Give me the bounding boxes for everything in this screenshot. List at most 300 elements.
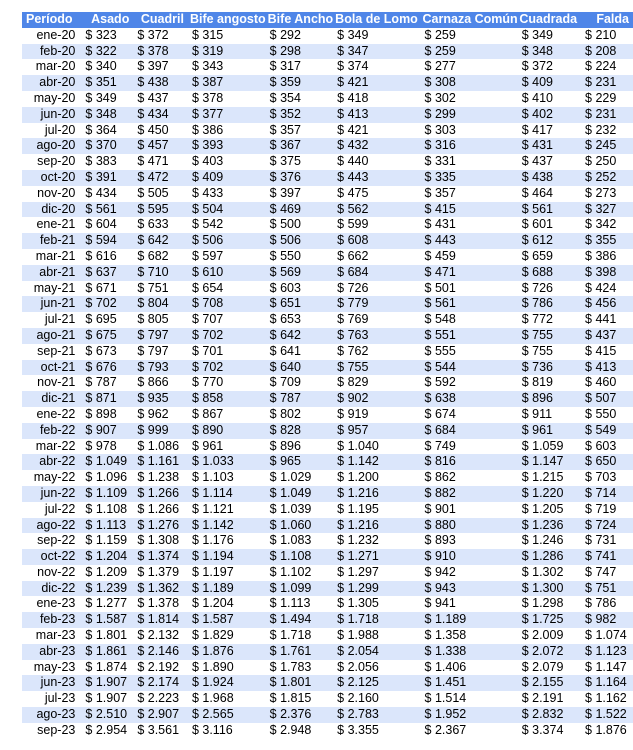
price-cell[interactable]: $ 542 bbox=[188, 217, 266, 233]
price-cell[interactable]: $ 415 bbox=[581, 344, 633, 360]
price-cell[interactable]: $ 302 bbox=[421, 91, 518, 107]
period-cell[interactable]: ago-20 bbox=[22, 138, 81, 154]
price-cell[interactable]: $ 544 bbox=[421, 360, 518, 376]
price-cell[interactable]: $ 1.761 bbox=[266, 644, 334, 660]
price-cell[interactable]: $ 1.829 bbox=[188, 628, 266, 644]
price-cell[interactable]: $ 1.814 bbox=[133, 612, 188, 628]
price-cell[interactable]: $ 1.890 bbox=[188, 660, 266, 676]
price-cell[interactable]: $ 2.192 bbox=[133, 660, 188, 676]
price-cell[interactable]: $ 561 bbox=[81, 202, 133, 218]
price-cell[interactable]: $ 417 bbox=[518, 123, 581, 139]
price-cell[interactable]: $ 1.162 bbox=[581, 691, 633, 707]
price-cell[interactable]: $ 438 bbox=[133, 75, 188, 91]
period-cell[interactable]: feb-20 bbox=[22, 44, 81, 60]
price-cell[interactable]: $ 410 bbox=[518, 91, 581, 107]
price-cell[interactable]: $ 372 bbox=[518, 59, 581, 75]
price-cell[interactable]: $ 797 bbox=[133, 344, 188, 360]
period-cell[interactable]: jun-21 bbox=[22, 296, 81, 312]
price-cell[interactable]: $ 1.362 bbox=[133, 581, 188, 597]
price-cell[interactable]: $ 2.954 bbox=[81, 723, 133, 739]
price-cell[interactable]: $ 819 bbox=[518, 375, 581, 391]
price-cell[interactable]: $ 505 bbox=[133, 186, 188, 202]
price-cell[interactable]: $ 2.146 bbox=[133, 644, 188, 660]
period-cell[interactable]: jul-20 bbox=[22, 123, 81, 139]
price-cell[interactable]: $ 359 bbox=[266, 75, 334, 91]
price-cell[interactable]: $ 1.204 bbox=[81, 549, 133, 565]
price-cell[interactable]: $ 1.907 bbox=[81, 675, 133, 691]
price-cell[interactable]: $ 259 bbox=[421, 44, 518, 60]
price-cell[interactable]: $ 1.277 bbox=[81, 596, 133, 612]
price-cell[interactable]: $ 787 bbox=[266, 391, 334, 407]
price-cell[interactable]: $ 726 bbox=[333, 281, 420, 297]
price-cell[interactable]: $ 374 bbox=[333, 59, 420, 75]
price-cell[interactable]: $ 1.113 bbox=[266, 596, 334, 612]
period-cell[interactable]: feb-22 bbox=[22, 423, 81, 439]
price-cell[interactable]: $ 433 bbox=[188, 186, 266, 202]
price-cell[interactable]: $ 1.099 bbox=[266, 581, 334, 597]
price-cell[interactable]: $ 3.561 bbox=[133, 723, 188, 739]
price-cell[interactable]: $ 549 bbox=[581, 423, 633, 439]
price-cell[interactable]: $ 500 bbox=[266, 217, 334, 233]
price-cell[interactable]: $ 386 bbox=[188, 123, 266, 139]
price-cell[interactable]: $ 397 bbox=[266, 186, 334, 202]
price-cell[interactable]: $ 2.054 bbox=[333, 644, 420, 660]
price-cell[interactable]: $ 438 bbox=[518, 170, 581, 186]
price-cell[interactable]: $ 2.223 bbox=[133, 691, 188, 707]
price-cell[interactable]: $ 919 bbox=[333, 407, 420, 423]
period-cell[interactable]: dic-22 bbox=[22, 581, 81, 597]
price-cell[interactable]: $ 1.718 bbox=[266, 628, 334, 644]
price-cell[interactable]: $ 367 bbox=[266, 138, 334, 154]
price-cell[interactable]: $ 882 bbox=[421, 486, 518, 502]
price-cell[interactable]: $ 1.159 bbox=[81, 533, 133, 549]
price-cell[interactable]: $ 1.451 bbox=[421, 675, 518, 691]
price-cell[interactable]: $ 747 bbox=[581, 565, 633, 581]
price-cell[interactable]: $ 331 bbox=[421, 154, 518, 170]
price-cell[interactable]: $ 804 bbox=[133, 296, 188, 312]
price-cell[interactable]: $ 1.299 bbox=[333, 581, 420, 597]
price-cell[interactable]: $ 421 bbox=[333, 123, 420, 139]
price-cell[interactable]: $ 364 bbox=[81, 123, 133, 139]
price-cell[interactable]: $ 978 bbox=[81, 439, 133, 455]
price-cell[interactable]: $ 1.801 bbox=[266, 675, 334, 691]
price-cell[interactable]: $ 1.522 bbox=[581, 707, 633, 723]
price-cell[interactable]: $ 707 bbox=[188, 312, 266, 328]
price-cell[interactable]: $ 1.907 bbox=[81, 691, 133, 707]
price-cell[interactable]: $ 2.376 bbox=[266, 707, 334, 723]
price-cell[interactable]: $ 749 bbox=[421, 439, 518, 455]
price-cell[interactable]: $ 709 bbox=[266, 375, 334, 391]
price-cell[interactable]: $ 2.783 bbox=[333, 707, 420, 723]
price-cell[interactable]: $ 772 bbox=[518, 312, 581, 328]
price-cell[interactable]: $ 1.189 bbox=[421, 612, 518, 628]
price-cell[interactable]: $ 1.874 bbox=[81, 660, 133, 676]
period-cell[interactable]: feb-21 bbox=[22, 233, 81, 249]
price-cell[interactable]: $ 1.302 bbox=[518, 565, 581, 581]
price-cell[interactable]: $ 1.266 bbox=[133, 486, 188, 502]
price-cell[interactable]: $ 1.123 bbox=[581, 644, 633, 660]
period-cell[interactable]: jul-21 bbox=[22, 312, 81, 328]
price-cell[interactable]: $ 348 bbox=[81, 107, 133, 123]
period-cell[interactable]: feb-23 bbox=[22, 612, 81, 628]
period-cell[interactable]: may-21 bbox=[22, 281, 81, 297]
price-cell[interactable]: $ 506 bbox=[188, 233, 266, 249]
price-cell[interactable]: $ 413 bbox=[333, 107, 420, 123]
price-cell[interactable]: $ 797 bbox=[133, 328, 188, 344]
price-cell[interactable]: $ 1.033 bbox=[188, 454, 266, 470]
price-cell[interactable]: $ 695 bbox=[81, 312, 133, 328]
period-cell[interactable]: jun-22 bbox=[22, 486, 81, 502]
price-cell[interactable]: $ 457 bbox=[133, 138, 188, 154]
price-cell[interactable]: $ 372 bbox=[133, 28, 188, 44]
price-cell[interactable]: $ 1.514 bbox=[421, 691, 518, 707]
price-cell[interactable]: $ 942 bbox=[421, 565, 518, 581]
period-cell[interactable]: jul-22 bbox=[22, 502, 81, 518]
price-cell[interactable]: $ 340 bbox=[81, 59, 133, 75]
price-cell[interactable]: $ 675 bbox=[81, 328, 133, 344]
price-cell[interactable]: $ 315 bbox=[188, 28, 266, 44]
price-cell[interactable]: $ 471 bbox=[421, 265, 518, 281]
price-cell[interactable]: $ 1.216 bbox=[333, 518, 420, 534]
period-cell[interactable]: abr-20 bbox=[22, 75, 81, 91]
price-cell[interactable]: $ 259 bbox=[421, 28, 518, 44]
price-cell[interactable]: $ 378 bbox=[188, 91, 266, 107]
price-cell[interactable]: $ 943 bbox=[421, 581, 518, 597]
period-cell[interactable]: ene-22 bbox=[22, 407, 81, 423]
price-cell[interactable]: $ 375 bbox=[266, 154, 334, 170]
price-cell[interactable]: $ 1.114 bbox=[188, 486, 266, 502]
price-cell[interactable]: $ 2.367 bbox=[421, 723, 518, 739]
price-cell[interactable]: $ 348 bbox=[518, 44, 581, 60]
price-cell[interactable]: $ 702 bbox=[188, 360, 266, 376]
price-cell[interactable]: $ 595 bbox=[133, 202, 188, 218]
price-cell[interactable]: $ 504 bbox=[188, 202, 266, 218]
price-cell[interactable]: $ 403 bbox=[188, 154, 266, 170]
price-cell[interactable]: $ 793 bbox=[133, 360, 188, 376]
price-cell[interactable]: $ 437 bbox=[581, 328, 633, 344]
column-header-bife-angosto[interactable]: Bife angosto bbox=[189, 12, 266, 26]
price-cell[interactable]: $ 935 bbox=[133, 391, 188, 407]
price-cell[interactable]: $ 1.096 bbox=[81, 470, 133, 486]
price-cell[interactable]: $ 1.308 bbox=[133, 533, 188, 549]
price-cell[interactable]: $ 1.147 bbox=[581, 660, 633, 676]
price-cell[interactable]: $ 890 bbox=[188, 423, 266, 439]
price-cell[interactable]: $ 769 bbox=[333, 312, 420, 328]
price-cell[interactable]: $ 1.220 bbox=[518, 486, 581, 502]
price-cell[interactable]: $ 450 bbox=[133, 123, 188, 139]
price-cell[interactable]: $ 710 bbox=[133, 265, 188, 281]
price-cell[interactable]: $ 418 bbox=[333, 91, 420, 107]
price-cell[interactable]: $ 961 bbox=[188, 439, 266, 455]
price-cell[interactable]: $ 1.271 bbox=[333, 549, 420, 565]
price-cell[interactable]: $ 1.029 bbox=[266, 470, 334, 486]
price-cell[interactable]: $ 231 bbox=[581, 107, 633, 123]
column-header-cuadril[interactable]: Cuadril bbox=[133, 12, 188, 28]
period-cell[interactable]: ene-21 bbox=[22, 217, 81, 233]
price-cell[interactable]: $ 370 bbox=[81, 138, 133, 154]
price-cell[interactable]: $ 277 bbox=[421, 59, 518, 75]
period-cell[interactable]: jul-23 bbox=[22, 691, 81, 707]
price-cell[interactable]: $ 413 bbox=[581, 360, 633, 376]
price-cell[interactable]: $ 471 bbox=[133, 154, 188, 170]
price-cell[interactable]: $ 437 bbox=[518, 154, 581, 170]
price-cell[interactable]: $ 640 bbox=[266, 360, 334, 376]
price-cell[interactable]: $ 415 bbox=[421, 202, 518, 218]
period-cell[interactable]: sep-22 bbox=[22, 533, 81, 549]
price-cell[interactable]: $ 736 bbox=[518, 360, 581, 376]
price-cell[interactable]: $ 941 bbox=[421, 596, 518, 612]
price-cell[interactable]: $ 726 bbox=[518, 281, 581, 297]
price-cell[interactable]: $ 871 bbox=[81, 391, 133, 407]
price-cell[interactable]: $ 2.948 bbox=[266, 723, 334, 739]
price-cell[interactable]: $ 1.239 bbox=[81, 581, 133, 597]
price-cell[interactable]: $ 1.587 bbox=[188, 612, 266, 628]
price-cell[interactable]: $ 965 bbox=[266, 454, 334, 470]
price-cell[interactable]: $ 507 bbox=[581, 391, 633, 407]
price-cell[interactable]: $ 755 bbox=[518, 344, 581, 360]
price-cell[interactable]: $ 786 bbox=[581, 596, 633, 612]
price-cell[interactable]: $ 2.079 bbox=[518, 660, 581, 676]
column-header-falda[interactable]: Falda bbox=[581, 12, 633, 28]
price-cell[interactable]: $ 893 bbox=[421, 533, 518, 549]
price-cell[interactable]: $ 597 bbox=[188, 249, 266, 265]
price-cell[interactable]: $ 562 bbox=[333, 202, 420, 218]
price-cell[interactable]: $ 327 bbox=[581, 202, 633, 218]
price-cell[interactable]: $ 862 bbox=[421, 470, 518, 486]
price-cell[interactable]: $ 440 bbox=[333, 154, 420, 170]
price-cell[interactable]: $ 1.358 bbox=[421, 628, 518, 644]
price-cell[interactable]: $ 469 bbox=[266, 202, 334, 218]
price-cell[interactable]: $ 208 bbox=[581, 44, 633, 60]
price-cell[interactable]: $ 1.083 bbox=[266, 533, 334, 549]
price-cell[interactable]: $ 464 bbox=[518, 186, 581, 202]
price-cell[interactable]: $ 1.725 bbox=[518, 612, 581, 628]
price-cell[interactable]: $ 1.876 bbox=[188, 644, 266, 660]
price-cell[interactable]: $ 907 bbox=[81, 423, 133, 439]
price-cell[interactable]: $ 762 bbox=[333, 344, 420, 360]
price-cell[interactable]: $ 460 bbox=[581, 375, 633, 391]
price-cell[interactable]: $ 787 bbox=[81, 375, 133, 391]
price-cell[interactable]: $ 2.155 bbox=[518, 675, 581, 691]
price-cell[interactable]: $ 231 bbox=[581, 75, 633, 91]
price-cell[interactable]: $ 506 bbox=[266, 233, 334, 249]
period-cell[interactable]: sep-20 bbox=[22, 154, 81, 170]
price-cell[interactable]: $ 1.074 bbox=[581, 628, 633, 644]
price-cell[interactable]: $ 3.374 bbox=[518, 723, 581, 739]
period-cell[interactable]: mar-20 bbox=[22, 59, 81, 75]
price-cell[interactable]: $ 1.236 bbox=[518, 518, 581, 534]
period-cell[interactable]: nov-22 bbox=[22, 565, 81, 581]
price-cell[interactable]: $ 501 bbox=[421, 281, 518, 297]
price-cell[interactable]: $ 3.355 bbox=[333, 723, 420, 739]
price-cell[interactable]: $ 342 bbox=[581, 217, 633, 233]
price-cell[interactable]: $ 1.801 bbox=[81, 628, 133, 644]
price-cell[interactable]: $ 616 bbox=[81, 249, 133, 265]
price-cell[interactable]: $ 682 bbox=[133, 249, 188, 265]
price-cell[interactable]: $ 637 bbox=[81, 265, 133, 281]
price-cell[interactable]: $ 601 bbox=[518, 217, 581, 233]
column-header-asado[interactable]: Asado bbox=[81, 12, 133, 28]
period-cell[interactable]: ago-23 bbox=[22, 707, 81, 723]
price-cell[interactable]: $ 763 bbox=[333, 328, 420, 344]
price-cell[interactable]: $ 603 bbox=[581, 439, 633, 455]
price-cell[interactable]: $ 731 bbox=[581, 533, 633, 549]
price-cell[interactable]: $ 1.103 bbox=[188, 470, 266, 486]
price-cell[interactable]: $ 650 bbox=[581, 454, 633, 470]
period-cell[interactable]: mar-22 bbox=[22, 439, 81, 455]
price-cell[interactable]: $ 1.176 bbox=[188, 533, 266, 549]
price-cell[interactable]: $ 1.049 bbox=[81, 454, 133, 470]
price-cell[interactable]: $ 999 bbox=[133, 423, 188, 439]
price-cell[interactable]: $ 561 bbox=[518, 202, 581, 218]
price-cell[interactable]: $ 910 bbox=[421, 549, 518, 565]
price-cell[interactable]: $ 1.205 bbox=[518, 502, 581, 518]
price-cell[interactable]: $ 1.374 bbox=[133, 549, 188, 565]
price-cell[interactable]: $ 292 bbox=[266, 28, 334, 44]
price-cell[interactable]: $ 1.276 bbox=[133, 518, 188, 534]
period-cell[interactable]: ago-21 bbox=[22, 328, 81, 344]
price-cell[interactable]: $ 654 bbox=[188, 281, 266, 297]
price-cell[interactable]: $ 303 bbox=[421, 123, 518, 139]
price-cell[interactable]: $ 702 bbox=[81, 296, 133, 312]
price-cell[interactable]: $ 1.102 bbox=[266, 565, 334, 581]
price-cell[interactable]: $ 434 bbox=[81, 186, 133, 202]
price-cell[interactable]: $ 599 bbox=[333, 217, 420, 233]
price-cell[interactable]: $ 676 bbox=[81, 360, 133, 376]
price-cell[interactable]: $ 1.209 bbox=[81, 565, 133, 581]
price-cell[interactable]: $ 786 bbox=[518, 296, 581, 312]
price-cell[interactable]: $ 1.204 bbox=[188, 596, 266, 612]
price-cell[interactable]: $ 387 bbox=[188, 75, 266, 91]
period-cell[interactable]: ene-23 bbox=[22, 596, 81, 612]
period-cell[interactable]: mar-21 bbox=[22, 249, 81, 265]
price-cell[interactable]: $ 1.040 bbox=[333, 439, 420, 455]
price-cell[interactable]: $ 633 bbox=[133, 217, 188, 233]
price-cell[interactable]: $ 641 bbox=[266, 344, 334, 360]
period-cell[interactable]: sep-21 bbox=[22, 344, 81, 360]
price-cell[interactable]: $ 2.907 bbox=[133, 707, 188, 723]
price-cell[interactable]: $ 1.164 bbox=[581, 675, 633, 691]
price-cell[interactable]: $ 1.988 bbox=[333, 628, 420, 644]
period-cell[interactable]: oct-20 bbox=[22, 170, 81, 186]
price-cell[interactable]: $ 1.215 bbox=[518, 470, 581, 486]
price-cell[interactable]: $ 1.286 bbox=[518, 549, 581, 565]
price-cell[interactable]: $ 409 bbox=[518, 75, 581, 91]
price-cell[interactable]: $ 608 bbox=[333, 233, 420, 249]
price-cell[interactable]: $ 1.216 bbox=[333, 486, 420, 502]
price-cell[interactable]: $ 755 bbox=[333, 360, 420, 376]
price-cell[interactable]: $ 232 bbox=[581, 123, 633, 139]
price-cell[interactable]: $ 962 bbox=[133, 407, 188, 423]
price-cell[interactable]: $ 902 bbox=[333, 391, 420, 407]
period-cell[interactable]: sep-23 bbox=[22, 723, 81, 739]
price-cell[interactable]: $ 674 bbox=[421, 407, 518, 423]
price-cell[interactable]: $ 456 bbox=[581, 296, 633, 312]
price-cell[interactable]: $ 229 bbox=[581, 91, 633, 107]
price-cell[interactable]: $ 2.132 bbox=[133, 628, 188, 644]
price-cell[interactable]: $ 376 bbox=[266, 170, 334, 186]
period-cell[interactable]: mar-23 bbox=[22, 628, 81, 644]
price-cell[interactable]: $ 1.587 bbox=[81, 612, 133, 628]
price-cell[interactable]: $ 2.125 bbox=[333, 675, 420, 691]
price-cell[interactable]: $ 1.197 bbox=[188, 565, 266, 581]
price-cell[interactable]: $ 431 bbox=[421, 217, 518, 233]
price-cell[interactable]: $ 1.195 bbox=[333, 502, 420, 518]
price-cell[interactable]: $ 1.121 bbox=[188, 502, 266, 518]
price-cell[interactable]: $ 671 bbox=[81, 281, 133, 297]
period-cell[interactable]: may-23 bbox=[22, 660, 81, 676]
price-cell[interactable]: $ 2.056 bbox=[333, 660, 420, 676]
price-cell[interactable]: $ 378 bbox=[133, 44, 188, 60]
column-header-bife-ancho[interactable]: Bife Ancho bbox=[267, 12, 334, 26]
period-cell[interactable]: jun-20 bbox=[22, 107, 81, 123]
price-cell[interactable]: $ 802 bbox=[266, 407, 334, 423]
price-cell[interactable]: $ 1.086 bbox=[133, 439, 188, 455]
price-cell[interactable]: $ 896 bbox=[518, 391, 581, 407]
price-cell[interactable]: $ 472 bbox=[133, 170, 188, 186]
price-cell[interactable]: $ 351 bbox=[81, 75, 133, 91]
price-cell[interactable]: $ 651 bbox=[266, 296, 334, 312]
price-cell[interactable]: $ 688 bbox=[518, 265, 581, 281]
price-cell[interactable]: $ 2.832 bbox=[518, 707, 581, 723]
price-cell[interactable]: $ 1.924 bbox=[188, 675, 266, 691]
price-cell[interactable]: $ 719 bbox=[581, 502, 633, 518]
price-cell[interactable]: $ 684 bbox=[333, 265, 420, 281]
price-cell[interactable]: $ 475 bbox=[333, 186, 420, 202]
price-cell[interactable]: $ 386 bbox=[581, 249, 633, 265]
price-cell[interactable]: $ 409 bbox=[188, 170, 266, 186]
price-cell[interactable]: $ 816 bbox=[421, 454, 518, 470]
price-cell[interactable]: $ 610 bbox=[188, 265, 266, 281]
price-cell[interactable]: $ 548 bbox=[421, 312, 518, 328]
price-cell[interactable]: $ 393 bbox=[188, 138, 266, 154]
price-cell[interactable]: $ 1.194 bbox=[188, 549, 266, 565]
price-cell[interactable]: $ 2.009 bbox=[518, 628, 581, 644]
price-cell[interactable]: $ 2.565 bbox=[188, 707, 266, 723]
price-cell[interactable]: $ 569 bbox=[266, 265, 334, 281]
price-cell[interactable]: $ 642 bbox=[266, 328, 334, 344]
price-cell[interactable]: $ 898 bbox=[81, 407, 133, 423]
period-cell[interactable]: may-22 bbox=[22, 470, 81, 486]
price-cell[interactable]: $ 1.108 bbox=[266, 549, 334, 565]
period-cell[interactable]: may-20 bbox=[22, 91, 81, 107]
price-cell[interactable]: $ 1.378 bbox=[133, 596, 188, 612]
price-cell[interactable]: $ 2.191 bbox=[518, 691, 581, 707]
price-cell[interactable]: $ 397 bbox=[133, 59, 188, 75]
price-cell[interactable]: $ 1.108 bbox=[81, 502, 133, 518]
column-header-bola-de-lomo[interactable]: Bola de Lomo bbox=[333, 12, 420, 28]
price-cell[interactable]: $ 443 bbox=[421, 233, 518, 249]
price-cell[interactable]: $ 828 bbox=[266, 423, 334, 439]
price-cell[interactable]: $ 437 bbox=[133, 91, 188, 107]
price-cell[interactable]: $ 2.174 bbox=[133, 675, 188, 691]
price-cell[interactable]: $ 335 bbox=[421, 170, 518, 186]
price-cell[interactable]: $ 911 bbox=[518, 407, 581, 423]
price-cell[interactable]: $ 1.298 bbox=[518, 596, 581, 612]
price-cell[interactable]: $ 1.147 bbox=[518, 454, 581, 470]
price-cell[interactable]: $ 443 bbox=[333, 170, 420, 186]
period-cell[interactable]: nov-21 bbox=[22, 375, 81, 391]
price-cell[interactable]: $ 1.238 bbox=[133, 470, 188, 486]
price-cell[interactable]: $ 377 bbox=[188, 107, 266, 123]
price-cell[interactable]: $ 561 bbox=[421, 296, 518, 312]
price-cell[interactable]: $ 555 bbox=[421, 344, 518, 360]
price-cell[interactable]: $ 2.160 bbox=[333, 691, 420, 707]
price-cell[interactable]: $ 391 bbox=[81, 170, 133, 186]
price-cell[interactable]: $ 829 bbox=[333, 375, 420, 391]
price-cell[interactable]: $ 1.876 bbox=[581, 723, 633, 739]
price-cell[interactable]: $ 308 bbox=[421, 75, 518, 91]
